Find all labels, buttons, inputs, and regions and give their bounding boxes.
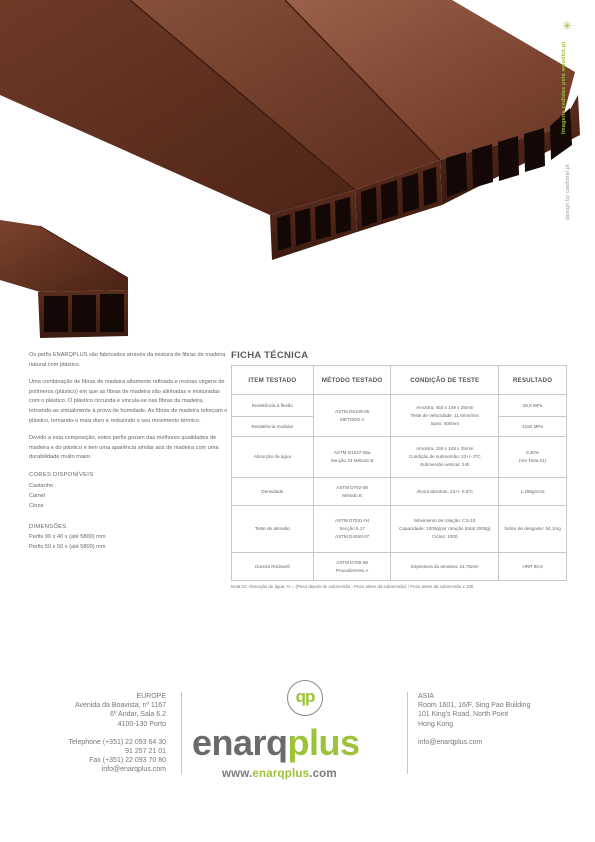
email-link[interactable]: info@enarqplus.com [418,738,483,746]
dimension-item: Perfis 50 x 50 x (até 5800) mm [29,544,106,551]
condition-line: Movimento de rotação: CS-10 [414,518,476,523]
intro-paragraph-3: Devido a esta composição, estes perfis gozam das melhores qualidades de madeira e do plástico e tem uma aparência similar aos de madeira com uma durabilidade muito maior. [29,435,219,461]
color-item: Camel [29,492,46,499]
method-line: MÉTODO A [340,416,365,422]
condition-cell [391,506,499,553]
decking-profiles-photo [0,0,595,340]
method-cell [313,506,391,553]
phone-line: 91 257 21 01 [125,748,166,756]
method-line: ASTM D792-08 [336,484,368,490]
logo-text-plus: plus [287,722,360,763]
method-cell [313,553,391,581]
condition-line: Submersão vertical: 24h [420,462,470,467]
table-row [232,478,567,506]
spec-header-row [232,366,567,395]
condition-cell [391,395,499,437]
logo-mark-text: qp [295,687,315,706]
dimensions-heading: DIMENSÕES [29,523,67,530]
condition-cell: Álcool absoluto, 23+/- 0,5ºC [391,478,499,506]
address-line: 101 King's Road, North Point [418,711,509,719]
item-cell: Resistência à flexão [232,395,314,417]
web-suffix: .com [309,768,337,780]
intro-paragraph-1: Os perfis ENARQPLUS são fabricados através da mistura de fibras de madeira natural com plástico. [29,352,226,368]
method-line: ASTM D785-08 [336,559,368,565]
condition-line: Amostra: 450 x 149 x 25mm [416,404,474,410]
condition-line: Condição de submersão: 23+/- 2ºC [408,454,481,459]
europe-address [60,692,166,775]
method-line: Procedimento A [335,567,369,573]
address-line: Hong Kong [418,720,454,728]
image-credit: Imagens cedidas pela woodbit.pt [561,41,567,134]
method-cell [313,395,391,437]
item-cell: Resistência modular [232,417,314,437]
website-link[interactable] [222,768,337,780]
logo-text-enarq: enarq [192,722,288,763]
result-cell: HRR 90,6 [499,553,567,581]
footer-divider-left [181,692,182,774]
footer-divider-right [407,692,408,774]
result-line: (Ver Nota 01) [518,458,547,463]
method-line: ASTM D6109-05 [335,408,370,414]
table-row [232,553,567,581]
method-line: ASTM D4060-07 [335,534,370,539]
phone-line: Telephone (+351) 22 093 64 30 [68,738,166,746]
brand-logo [192,723,360,763]
email-link[interactable]: info@enarqplus.com [101,766,166,774]
condition-cell: Espessura da amostra: 24,75mm [391,553,499,581]
item-cell: Dureza Rockwell [232,553,314,581]
condition-line: Span: 400mm [430,420,460,426]
condition-line: Teste de Velocidade: 11.6mm/min [410,412,480,418]
web-name: enarqplus [252,768,310,780]
table-row [232,437,567,478]
logo-mark [287,680,323,716]
header-condition: CONDIÇÃO DE TESTE [391,366,499,395]
result-cell: 1,295g/cm3 [499,478,567,506]
result-cell: 29,5 MPa [499,395,567,417]
method-cell [313,478,391,506]
region-label: EUROPE [136,693,166,700]
item-cell: Absorção de água [232,437,314,478]
header-item: ITEM TESTADO [232,366,314,395]
method-line: Secção 5.17 [339,526,365,531]
region-label: ASIA [418,693,434,700]
result-cell: Índice de desgaste: 54,1mg [499,506,567,553]
result-cell: 4150 MPa [499,417,567,437]
color-item: Cinza [29,502,44,509]
asia-address [418,692,578,747]
color-item: Castanho [29,482,53,489]
item-cell: Teste de abrasão [232,506,314,553]
method-line: Secção 23 Método B [330,458,374,463]
web-prefix: www. [222,768,253,780]
colors-heading: CORES DISPONÍVEIS [29,471,94,478]
item-cell: Densidade [232,478,314,506]
intro-paragraph-2: Uma combinação de fibras de madeira altamente refinada e resinas virgens de polímeros (plástico) em que as fibras de madeira são alinhadas e misturadas com o plástico. O plástico circunda e vincula-se nas fibras da madeira, tornando-as virtualmente à prova de humidade. As fibras de madeira reforçam o plástico, tornando-o mais duro e reduzindo o seu movimento térmico. [29,379,228,424]
dimension-item: Perfis 90 x 40 x (até 5800) mm [29,534,106,541]
condition-line: Capacidade: 1000g/por rotação (total 2000g) [399,526,491,531]
asterisk-icon: ✳ [562,19,573,33]
method-line: ASTM D7031-04 [335,518,370,523]
result-cell [499,437,567,478]
address-line: 4100-130 Porto [117,720,166,728]
address-line: Avenida da Boavista, nº 1167 [74,702,166,710]
method-cell [313,437,391,478]
address-line: Room 1601, 16/F, Sing Pao Building [418,702,531,710]
result-line: 0,30% [526,450,540,455]
spec-table [231,365,567,581]
intro-text [29,351,229,552]
table-row [232,506,567,553]
table-row [232,395,567,417]
header-method: MÉTODO TESTADO [313,366,391,395]
ficha-title: FICHA TÉCNICA [231,350,309,361]
condition-line: Amostra: 159 x 148 x 25mm [416,446,474,451]
header-result: RESULTADO [499,366,567,395]
condition-line: Ciclos: 1000 [432,534,458,539]
table-note: Nota 01: Absorção de água, % = (Peso depois de submersão - Peso antes da submersão) / Peso antes da submersão x 100 [231,584,474,589]
method-line: Método B [342,492,362,498]
method-line: ASTM D1037-06a [333,450,371,455]
condition-cell [391,437,499,478]
design-credit: design by casfonal.pt [565,164,571,220]
address-line: 6º Andar, Sala 6.2 [110,711,166,719]
fax-line: Fax (+351) 22 093 70 80 [89,757,166,765]
